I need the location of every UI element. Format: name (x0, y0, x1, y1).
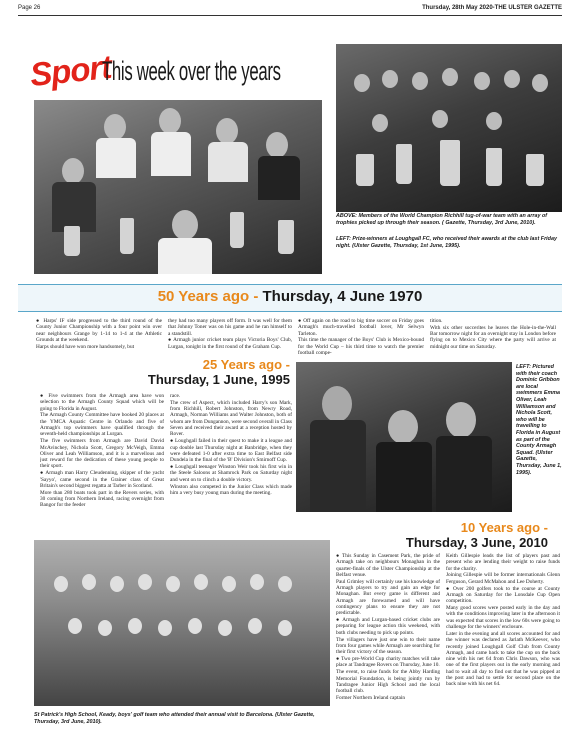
paragraph: ● Two pre-World Cup charity matches will take place at Tandragee Rovers on Thursday, June 10. (336, 656, 440, 669)
paragraph: ● Armagh junior cricket team plays Victoria Boys' Club, Lurgan, tonight in the first round of the Graham Cup. (168, 337, 292, 350)
paragraph: Harps should have won more handsomely, but (36, 343, 135, 350)
caption-tug-of-war: ABOVE: Members of the World Champion Richhill tug-of-war team with an array of trophies picked up through their season. ( Gazette, Thursday, 3rd June, 2010). (336, 213, 548, 226)
photo-richhill-tug-of-war (336, 44, 562, 212)
caption-loughgall: LEFT: Prize-winners at Loughgall FC, who received their awards at the club last Friday night. (Ulster Gazette, Thursday, 1st June, 1995). (336, 236, 557, 249)
ten-years-date: Thursday, 3 June, 2010 (405, 535, 548, 550)
paragraph: Many good scores were posted early in the day and with the conditions improving later in the afternoon it was expected that scores in the low 60s were going to challenge for the winners' enclosure. (446, 605, 560, 631)
paragraph: The five swimmers from Armagh are David David McAvinchey, Nichola Scott, Gregory McVeigh, Emma Oliver and Leah Williamson, and it is a marvellous and just reward for the dedication of these young people to their sport. (40, 438, 164, 470)
paragraph: ● Off again on the road to big time soccer on Friday goes Armagh's much-travelled football lover, Mr Selwyn Tarleton. (298, 318, 424, 337)
fifty-years-heading (18, 288, 562, 305)
paragraph: This time the manager of the Boys' Club is Mexico-bound for the World Cup – his third time to watch the premier football compe- (298, 337, 424, 357)
masthead (30, 46, 330, 106)
ten-years-heading (336, 520, 548, 550)
paragraph: race. (170, 393, 181, 399)
paragraph: ● Loughgall teenager Winston Weir took his first win in the Steele Saloons at Shamrock Park on Saturday night and went on to clinch a double victory. (170, 464, 292, 483)
paragraph: ● Harps' IF side progressed to the third round of the County Junior Championship with a four point win over near neighbours Grange by 1-14 to 1-4 at the Athletic Grounds at the weekend. (36, 318, 162, 343)
photo-st-patricks-golf-team (34, 540, 330, 706)
caption-swimmers: LEFT: Pictured with their coach Dominic Gribbon are local swimmers Emma Oliver, Leah Williamson and Nichola Scott, who will be travelling to Florida in August as part of the County Armagh Squad. (Ulster Gazette, Thursday, June 1, 1995). (516, 364, 562, 476)
photo-loughgall-prize-winners (34, 100, 322, 274)
paragraph: Keith Gillespie leads the list of players past and present who are lending their weight to raise funds for the charity. (446, 553, 560, 572)
ten-years-label: 10 Years ago - (460, 520, 548, 535)
twenty-five-years-col-1 (40, 393, 164, 545)
paragraph: Paul Grimley will certainly use his knowledge of Armagh players to try and gain an edge for Monaghan. But every game is different and Armagh are forewarned and will have contingency plans to ensure they are not predictable. (336, 578, 440, 617)
paragraph: With six other soccerites he leaves the Hole-in-the-Wall Bar tomorrow night for an overnight stay in London before flying on to Mexico City where the party will arrive at midnight our time on Saturday. (430, 324, 556, 350)
paragraph: The event, to raise funds for the Abby Harding Memorial Foundation, is being jointly run by Tandragee Junior High School and the local football club. (336, 669, 440, 695)
paragraph: ● Armagh and Lurgan-based cricket clubs are preparing for league action this weekend, with both clubs needing to pick up points. (336, 617, 440, 636)
caption-golf-team: St Patrick's High School, Keady, boys' golf team who attended their annual visit to Barcelona. (Ulster Gazette, Thursday, 3rd June, 2010). (34, 712, 315, 725)
ten-years-col-2 (446, 553, 560, 733)
paragraph: Former Northern Ireland captain (336, 695, 405, 702)
ten-years-col-1 (336, 553, 440, 733)
paragraph: Joining Gillespie will be former internationals Glenn Ferguson, Gerard McMahon and Lee Doherty. (446, 572, 560, 585)
paragraph: The crew of Aspect, which included Harry's son Mark, from Richhill, Robert Johnston, from Newry Road, Armagh, Norman Williams and Walter Johnston, both of whom are from Dungannon, were second overall in Class Seven and received their award at a reception hosted by Rover. (170, 399, 292, 438)
fifty-years-date: Thursday, 4 June 1970 (262, 288, 423, 305)
paragraph: Winston also competed in the Junior Class which made him a very busy young man during the meeting. (170, 483, 292, 496)
paragraph: ● Over 200 golfers took to the course at County Armagh on Saturday for the Lonsdale Cup Open competition. (446, 585, 560, 605)
twenty-five-years-label: 25 Years ago - (202, 357, 290, 372)
photo-swimmers-with-coach (296, 362, 512, 512)
twenty-five-years-heading (40, 357, 290, 387)
dateline: Thursday, 28th May 2020-THE ULSTER GAZETTE (422, 5, 562, 11)
paragraph: The villagers have just one win to their name from four games while Armagh are searching for their first victory of the season. (336, 636, 440, 656)
twenty-five-years-col-2 (170, 393, 292, 545)
fifty-years-label: 50 Years ago - (157, 288, 263, 305)
page-number: Page 26 (18, 5, 41, 11)
sport-logo: Sport (28, 47, 113, 94)
paragraph: More than 280 boats took part in the Revers series, with 30 coming from Northern Ireland, racing overnight from Bangor for the feeder (40, 489, 164, 509)
paragraph: ● Armagh man Harry Cleudenning, skipper of the yacht 'Sayyo', came second in the Grainer class of Great Britain's second biggest regatta at Tarber in Scotland. (40, 470, 164, 489)
paragraph: The Armagh County Committee have booked 20 places at the YMCA Aquatic Centre in Orlando and five of Armagh's top swimmers have qualified through the seventh-held championships at Lurgan. (40, 412, 164, 438)
paragraph: they had too many players off form. It was well for them that Johnny Toner was on his game and he ran himself to a standstill. (168, 318, 292, 337)
paragraph: ● This Sunday in Casement Park, the pride of Armagh take on neighbours Monaghan in the quarter-finals of the Ulster Championship at the Belfast venue. (336, 553, 440, 578)
paragraph: ● Loughgall failed in their quest to make it a league and cup double last Thursday night at Banbridge, when they were defeated 1-0 after extra time to East Belfast side Dundela in the final of the 'B' Division's Smirnoff Cup. (170, 438, 292, 464)
paragraph: ● Five swimmers from the Armagh area have won selection to the Armagh County Squad which will be going to Florida in August. (40, 393, 164, 412)
twenty-five-years-date: Thursday, 1 June, 1995 (147, 372, 290, 387)
masthead-tagline: This week over the years (102, 56, 281, 86)
paragraph: Later in the evening and all scores accounted for and the winner was declared as Jarlath McKeever, who recently joined Loughgall Golf Club from County Armagh, and came back to take the cup on the back nine with his net 64 from Chris Dawson, who was one of the first players out in the early morning and had to wait all day to find out that he was pipped at the post and had to settle for second place on the back nine with his net 64. (446, 630, 560, 688)
header-rule (18, 15, 562, 16)
paragraph: tition. (430, 318, 443, 324)
